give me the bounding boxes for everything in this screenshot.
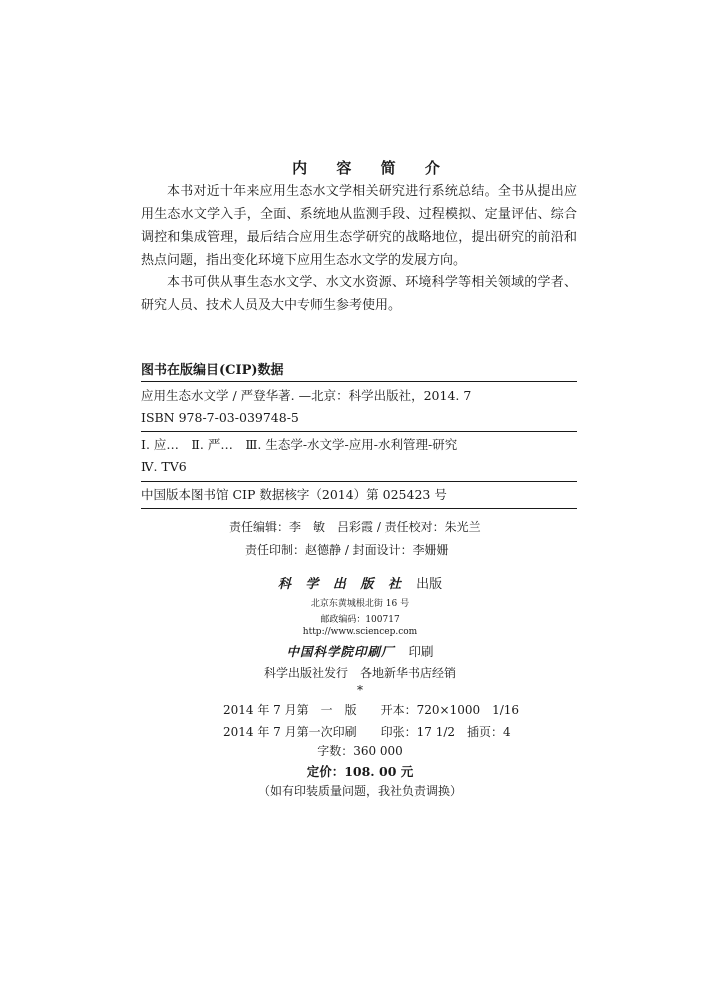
publisher-address: 北京东黄城根北街 16 号 (310, 599, 410, 609)
publisher-action: 出版 (416, 577, 443, 592)
quality-notice: （如有印装质量问题，我社负责调换） (257, 784, 462, 798)
word-count: 字数：360 000 (317, 744, 403, 758)
cip-bibliographic-line: 应用生态水文学 / 严登华著. —北京：科学出版社，2014. 7 (141, 388, 472, 403)
cip-top-rule (141, 381, 577, 382)
publisher-website: http://www.sciencep.com (302, 627, 418, 637)
intro-paragraph-1: 本书对近十年来应用生态水文学相关研究进行系统总结。全书从提出应用生态水文学入手，全面、系统地从监测手段、过程模拟、定量评估、综合调控和集成管理，最后结合应用生态学研究的战略地位，提出研究的前沿和热点问题，指出变化环境下应用生态水文学的发展方向。 (141, 184, 577, 268)
distribution-line: 科学出版社发行 各地新华书店经销 (263, 666, 456, 680)
separator-asterisk: * (357, 683, 363, 697)
printer-logo-text: 中国科学院印刷厂 (286, 644, 395, 659)
cip-subject-line: Ⅰ. 应… Ⅱ. 严… Ⅲ. 生态学-水文学-应用-水利管理-研究 (141, 437, 458, 452)
page-title: 内 容 简 介 (292, 159, 452, 177)
cip-lower-rule (141, 481, 577, 482)
cip-bottom-rule (141, 508, 577, 509)
credits-production: 责任印制：赵德静 / 封面设计：李姗姗 (245, 543, 449, 557)
edition-line: 2014 年 7 月第 一 版 开本：720×1000 1/16 (223, 703, 520, 717)
cip-heading: 图书在版编目(CIP)数据 (141, 363, 284, 378)
publisher-logo-text: 科 学 出 版 社 (277, 577, 406, 592)
cip-middle-rule (141, 431, 577, 432)
publisher-line (0, 573, 720, 592)
credits-editors: 责任编辑：李 敏 吕彩霞 / 责任校对：朱光兰 (229, 520, 481, 534)
cip-record-number-line: 中国版本图书馆 CIP 数据核字（2014）第 025423 号 (141, 487, 447, 502)
printing-line: 2014 年 7 月第一次印刷 印张：17 1/2 插页：4 (223, 725, 511, 739)
printer-line (0, 642, 720, 660)
intro-paragraph-2: 本书可供从事生态水文学、水文水资源、环境科学等相关领域的学者、研究人员、技术人员及大中专师生参考使用。 (141, 275, 577, 313)
cip-isbn-line: ISBN 978-7-03-039748-5 (141, 410, 299, 425)
printer-action: 印刷 (408, 644, 434, 659)
publisher-postcode: 邮政编码：100717 (320, 615, 400, 625)
cip-classification-line: Ⅳ. TV6 (141, 459, 187, 474)
price: 定价：108. 00 元 (306, 764, 414, 779)
